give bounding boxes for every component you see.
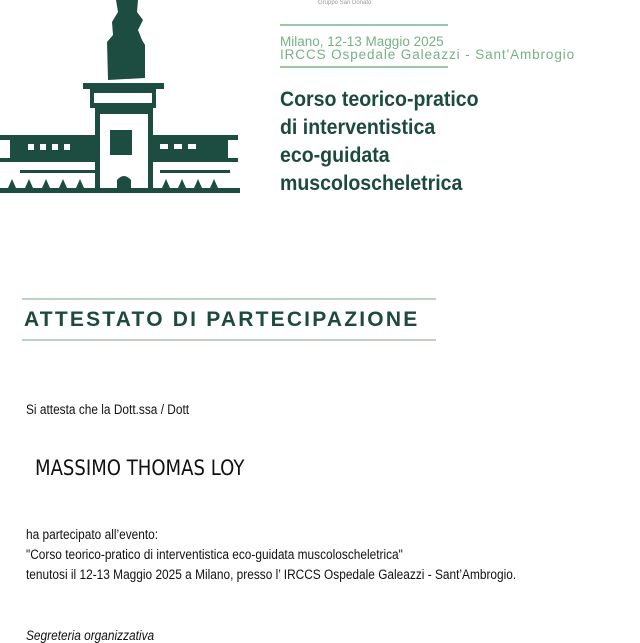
course-title-line: di interventistica [280, 116, 436, 139]
event-venue: IRCCS Ospedale Galeazzi - Sant'Ambrogio [280, 47, 576, 62]
body-line: ha partecipato all’evento: [26, 527, 159, 542]
course-title-line: Corso teorico-pratico [280, 88, 479, 111]
body-line: tenutosi il 12-13 Maggio 2025 a Milano, presso l’ IRCCS Ospedale Galeazzi - Sant’Ambrogio. [26, 567, 517, 582]
course-title-line: eco-guidata [280, 144, 390, 167]
intro-text: Si attesta che la Dott.ssa / Dott [26, 402, 190, 417]
certificate-heading: ATTESTATO DI PARTECIPAZIONE [24, 308, 420, 331]
castle-logo-icon [0, 0, 245, 200]
participant-name: MASSIMO THOMAS LOY [35, 456, 245, 480]
body-line: "Corso teorico-pratico di interventistica eco-guidata muscoloscheletrica" [26, 547, 403, 562]
footer-label: Segreteria organizzativa [26, 628, 155, 643]
divider [280, 24, 448, 26]
course-title-line: muscoloscheletrica [280, 172, 463, 195]
divider [22, 339, 436, 341]
divider [22, 298, 436, 300]
group-name: Gruppo San Donato [318, 0, 372, 6]
event-date-place: Milano, 12-13 Maggio 2025 [280, 34, 444, 49]
divider [280, 66, 448, 68]
